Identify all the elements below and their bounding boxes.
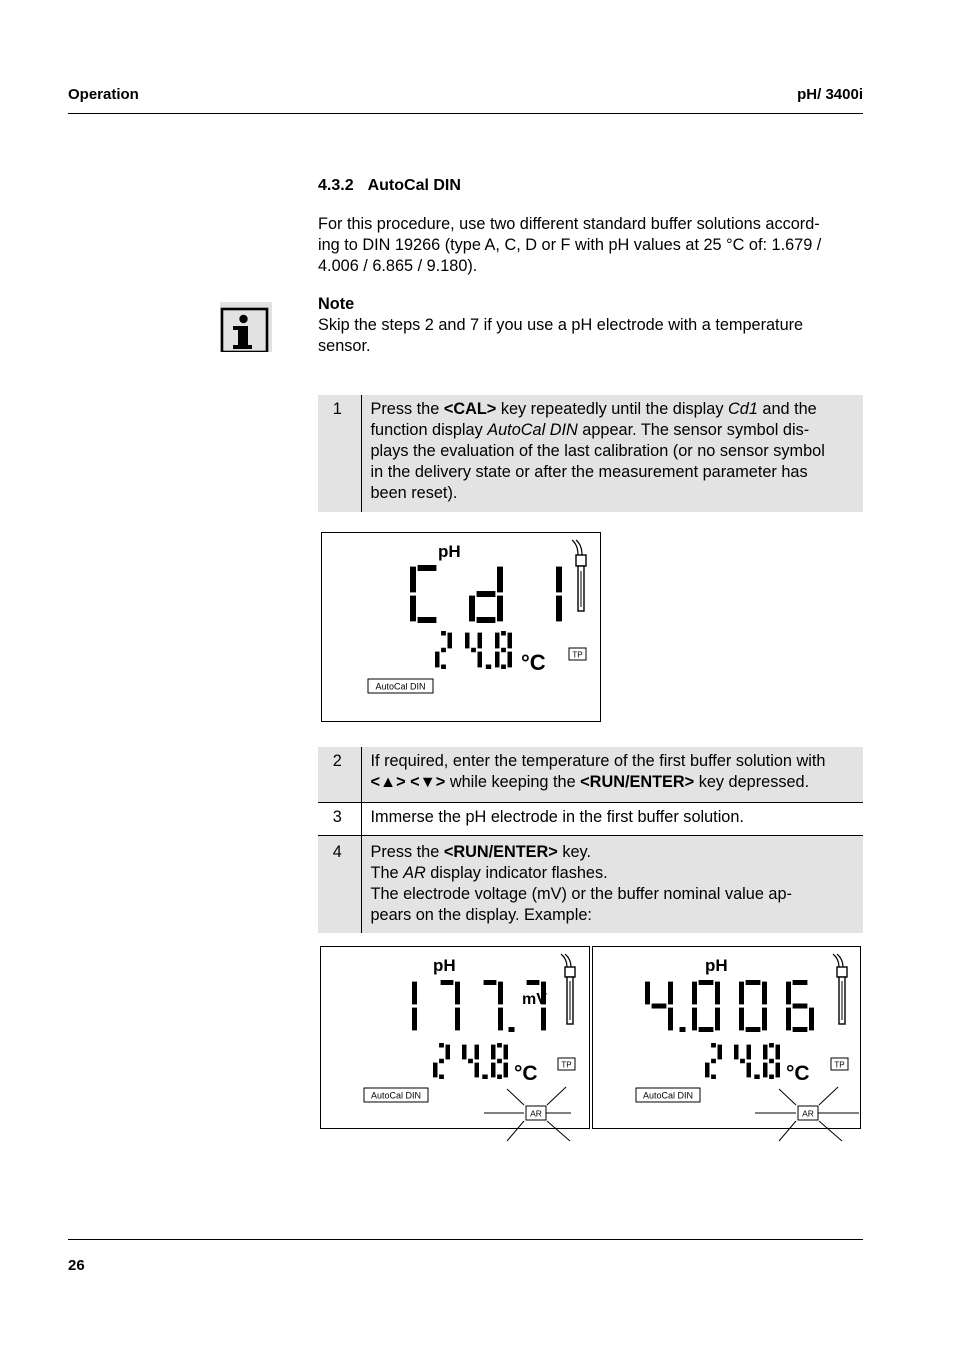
lcd-segment-f (465, 633, 470, 649)
header-rule (68, 113, 863, 114)
step-row (318, 802, 863, 835)
step-line: in the delivery state or after the measurement parameter has (370, 463, 808, 481)
lcd-segment-g (477, 591, 496, 597)
lcd-segment-g (497, 1059, 502, 1064)
steps-table-1 (318, 395, 863, 512)
lcd-segment-f (410, 567, 416, 593)
lcd-segment-e (491, 1063, 496, 1078)
lcd-temp-unit: °C (521, 650, 546, 675)
step-line: pears on the display. Example: (370, 905, 592, 924)
lcd-segment-c (508, 652, 513, 668)
running-header-product: pH/ 3400i (797, 86, 863, 103)
lcd-segment-a (793, 980, 808, 985)
intro-paragraph (318, 214, 864, 277)
note-title: Note (318, 295, 355, 313)
footer-rule (68, 1239, 863, 1240)
lcd-segment-b (497, 567, 503, 593)
step-line: been reset). (370, 484, 458, 502)
lcd-temp-digits (435, 631, 512, 669)
lcd-segment-f (763, 1045, 768, 1060)
tp-indicator: TP (834, 1060, 845, 1070)
lcd-segment-e (410, 596, 416, 622)
lcd-segment-a (769, 1043, 774, 1048)
lcd-segment-b (508, 633, 513, 649)
lcd-temp-digits (433, 1043, 508, 1079)
lcd-segment-g (769, 1059, 774, 1064)
section-heading (318, 177, 461, 195)
lcd-segment-d (769, 1075, 774, 1080)
tp-indicator: TP (572, 650, 583, 660)
lcd-segment-g (471, 648, 476, 653)
lcd-segment-c (478, 652, 483, 668)
lcd-display-mv (320, 946, 590, 1129)
lcd-segment-c (715, 1008, 720, 1031)
lcd-segment-a (418, 565, 437, 571)
lcd-segment-c (412, 1008, 417, 1031)
step-line: The AR display indicator flashes. (370, 863, 608, 882)
lcd-temp-unit: °C (786, 1062, 810, 1085)
lcd-segment-f (739, 982, 744, 1005)
step-line: <▲> <▼> while keeping the <RUN/ENTER> key depressed. (370, 773, 810, 791)
step-line: If required, enter the temperature of the first buffer solution with (370, 752, 826, 770)
step-row (318, 395, 863, 512)
lcd-segment-e (435, 652, 440, 668)
lcd-segment-b (762, 982, 767, 1005)
lcd-segment-b (446, 1045, 451, 1060)
step-line: Immerse the pH electrode in the first buffer solution. (370, 807, 744, 826)
lcd-segment-a (441, 631, 446, 636)
lcd-display-cd1 (321, 532, 601, 722)
note-line: sensor. (318, 337, 371, 355)
lcd-segment-e (763, 1063, 768, 1078)
lcd-segment-c (747, 1063, 752, 1078)
intro-line: ing to DIN 19266 (type A, C, D or F with pH values at 25 °C of: 1.679 / (318, 236, 822, 254)
lcd-segment-d (501, 665, 506, 670)
lcd-segment-g (501, 648, 506, 653)
lcd-segment-c (541, 1008, 546, 1031)
lcd-decimal-point (482, 1075, 487, 1080)
lcd-segment-d (746, 1027, 761, 1032)
steps-table-2 (318, 747, 863, 933)
lcd-main-digits (410, 565, 562, 623)
lcd-segment-b (776, 1045, 781, 1060)
intro-line: 4.006 / 6.865 / 9.180). (318, 257, 478, 275)
step-line: Press the <RUN/ENTER> key. (370, 842, 591, 861)
lcd-segment-f (692, 982, 697, 1005)
tp-indicator: TP (561, 1060, 572, 1070)
lcd-decimal-point (680, 1027, 686, 1032)
lcd-segment-d (441, 665, 446, 670)
info-icon (220, 302, 272, 352)
running-header-section: Operation (68, 86, 139, 103)
electrode-icon (572, 540, 586, 611)
lcd-segment-c (809, 1008, 814, 1031)
lcd-segment-c (498, 1008, 503, 1031)
lcd-segment-a (746, 980, 761, 985)
lcd-segment-c (776, 1063, 781, 1078)
step-line: function display AutoCal DIN appear. The sensor symbol dis- (370, 421, 810, 439)
step-line: The electrode voltage (mV) or the buffer nominal value ap- (370, 884, 792, 903)
step-text (361, 802, 863, 835)
note-line: Skip the steps 2 and 7 if you use a pH electrode with a temperature (318, 316, 804, 334)
step-line: Press the <CAL> key repeatedly until the display Cd1 and the (370, 400, 817, 418)
lcd-unit-mv: mV (522, 991, 547, 1008)
lcd-segment-a (484, 980, 497, 985)
step-text (361, 747, 863, 802)
lcd-segment-d (418, 617, 437, 623)
lcd-segment-b (715, 982, 720, 1005)
lcd-segment-e (786, 1008, 791, 1031)
lcd-segment-g (793, 1004, 808, 1009)
note-block (318, 294, 864, 357)
lcd-segment-f (462, 1045, 467, 1060)
lcd-segment-b (475, 1045, 480, 1060)
section-title: AutoCal DIN (367, 177, 461, 194)
lcd-segment-d (699, 1027, 714, 1032)
page-number: 26 (68, 1257, 85, 1274)
lcd-segment-c (504, 1063, 509, 1078)
step-row (318, 747, 863, 802)
lcd-segment-g (468, 1059, 473, 1064)
lcd-segment-b (412, 982, 417, 1005)
step-number: 3 (318, 802, 361, 835)
step-number: 4 (318, 835, 361, 933)
lcd-segment-g (711, 1059, 716, 1064)
lcd-segment-f (495, 633, 500, 649)
ar-indicator: AR (530, 1108, 542, 1119)
electrode-icon (561, 954, 575, 1024)
lcd-segment-b (455, 982, 460, 1005)
function-indicator: AutoCal DIN (642, 1090, 694, 1101)
lcd-segment-b (498, 982, 503, 1005)
lcd-segment-b (478, 633, 483, 649)
ar-indicator: AR (802, 1108, 814, 1119)
step-number: 1 (318, 395, 361, 512)
lcd-segment-c (668, 1008, 673, 1031)
lcd-segment-c (455, 1008, 460, 1031)
lcd-segment-f (734, 1045, 739, 1060)
lcd-segment-d (497, 1075, 502, 1080)
lcd-segment-g (439, 1059, 444, 1064)
lcd-segment-e (739, 1008, 744, 1031)
step-number: 2 (318, 747, 361, 802)
lcd-segment-c (497, 596, 503, 622)
lcd-segment-f (645, 982, 650, 1005)
lcd-segment-a (527, 980, 540, 985)
lcd-segment-c (762, 1008, 767, 1031)
lcd-segment-b (448, 633, 453, 649)
lcd-segment-e (705, 1063, 710, 1078)
lcd-segment-a (501, 631, 506, 636)
step-text (361, 835, 863, 933)
lcd-segment-c (556, 596, 562, 622)
lcd-segment-a (441, 980, 454, 985)
step-text (361, 395, 863, 512)
lcd-decimal-point (754, 1075, 759, 1080)
lcd-segment-a (699, 980, 714, 985)
lcd-segment-e (469, 596, 475, 622)
lcd-segment-g (441, 648, 446, 653)
lcd-segment-b (718, 1045, 723, 1060)
function-indicator: AutoCal DIN (375, 681, 426, 692)
lcd-segment-f (786, 982, 791, 1005)
lcd-decimal-point (486, 665, 491, 670)
section-number: 4.3.2 (318, 177, 354, 194)
step-line: plays the evaluation of the last calibration (or no sensor symbol (370, 442, 825, 460)
lcd-temp-digits (705, 1043, 780, 1079)
lcd-segment-d (439, 1075, 444, 1080)
lcd-segment-e (692, 1008, 697, 1031)
lcd-temp-unit: °C (514, 1062, 538, 1085)
lcd-segment-d (711, 1075, 716, 1080)
lcd-segment-g (740, 1059, 745, 1064)
lcd-mode-label: pH (433, 956, 456, 975)
lcd-segment-a (497, 1043, 502, 1048)
lcd-segment-d (477, 617, 496, 623)
lcd-segment-d (793, 1027, 808, 1032)
lcd-segment-b (504, 1045, 509, 1060)
function-indicator: AutoCal DIN (370, 1090, 422, 1101)
lcd-mode-label: pH (705, 956, 728, 975)
lcd-segment-e (495, 652, 500, 668)
lcd-segment-a (711, 1043, 716, 1048)
lcd-segment-c (475, 1063, 480, 1078)
lcd-decimal-point (509, 1027, 515, 1032)
intro-line: For this procedure, use two different standard buffer solutions accord- (318, 215, 820, 233)
lcd-segment-g (652, 1004, 667, 1009)
lcd-segment-e (433, 1063, 438, 1078)
lcd-main-digits (645, 980, 814, 1032)
lcd-segment-b (747, 1045, 752, 1060)
lcd-segment-a (439, 1043, 444, 1048)
lcd-segment-f (491, 1045, 496, 1060)
lcd-display-ph (592, 946, 861, 1129)
step-row (318, 835, 863, 933)
lcd-segment-b (668, 982, 673, 1005)
electrode-icon (833, 954, 847, 1024)
lcd-segment-b (556, 567, 562, 593)
lcd-mode-label: pH (438, 542, 461, 561)
